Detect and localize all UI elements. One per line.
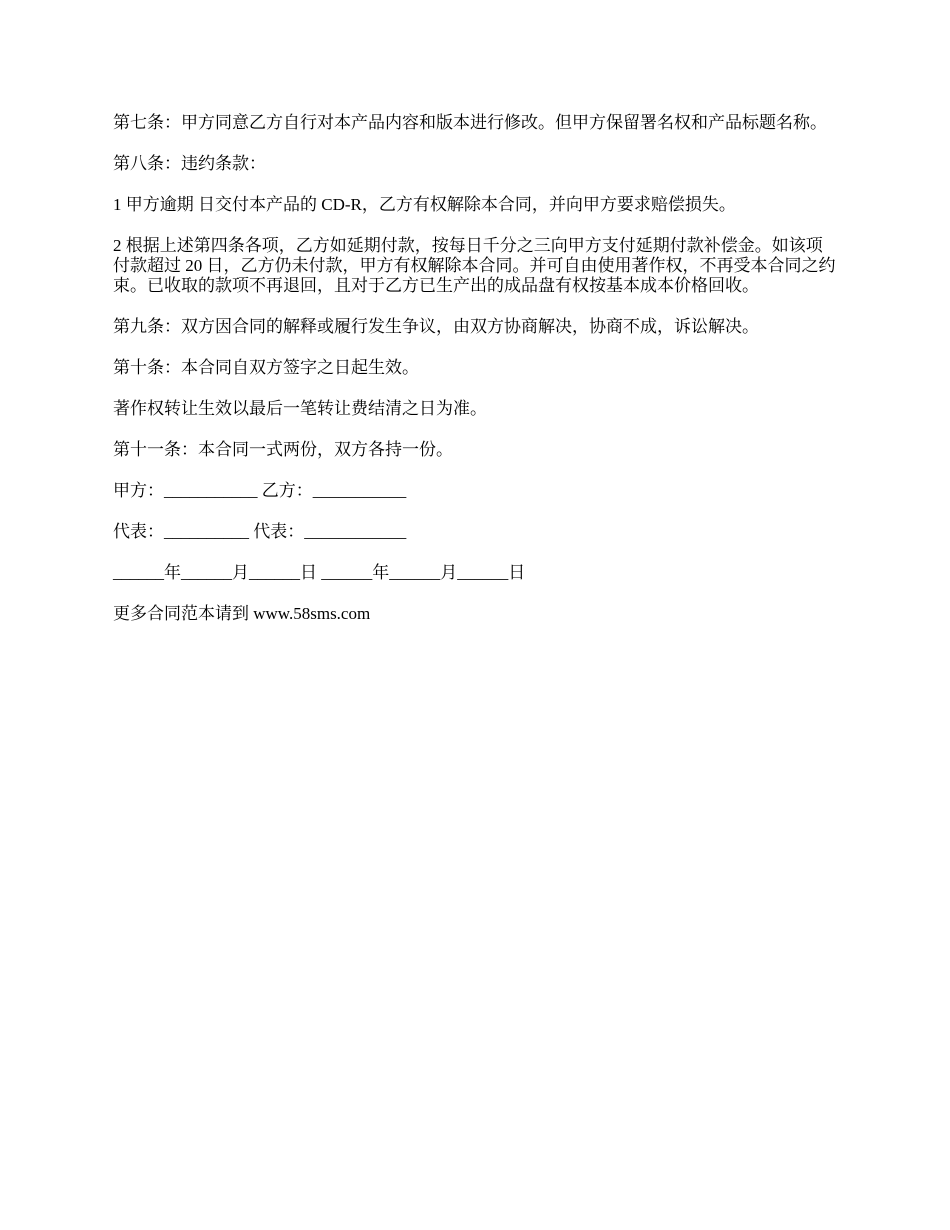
contract-body (113, 113, 839, 645)
footer-link-text: 更多合同范本请到 www.58sms.com (113, 604, 371, 623)
clause-seven: 第七条：甲方同意乙方自行对本产品内容和版本进行修改。但甲方保留署名权和产品标题名称。 (113, 113, 827, 132)
clause-eleven: 第十一条：本合同一式两份，双方各持一份。 (113, 440, 453, 459)
copyright-transfer-note: 著作权转让生效以最后一笔转让费结清之日为准。 (113, 399, 487, 418)
clause-eight-item-2: 2 根据上述第四条各项，乙方如延期付款，按每日千分之三向甲方支付延期付款补偿金。如该项付款超过 20 日，乙方仍未付款，甲方有权解除本合同。并可自由使用著作权，不再受本合同之约束。已收取的款项不再退回，且对于乙方已生产出的成品盘有权按基本成本价格回收。 (113, 236, 836, 295)
clause-nine: 第九条：双方因合同的解释或履行发生争议，由双方协商解决，协商不成，诉讼解决。 (113, 317, 759, 336)
clause-ten: 第十条：本合同自双方签字之日起生效。 (113, 358, 419, 377)
signature-parties: 甲方：___________ 乙方：___________ (113, 481, 407, 500)
signature-dates: ______年______月______日 ______年______月______日 (113, 563, 526, 582)
signature-representatives: 代表：__________ 代表：____________ (113, 522, 407, 541)
clause-eight-heading: 第八条：违约条款： (113, 154, 266, 173)
clause-eight-item-1: 1 甲方逾期 日交付本产品的 CD-R，乙方有权解除本合同，并向甲方要求赔偿损失。 (113, 195, 736, 214)
